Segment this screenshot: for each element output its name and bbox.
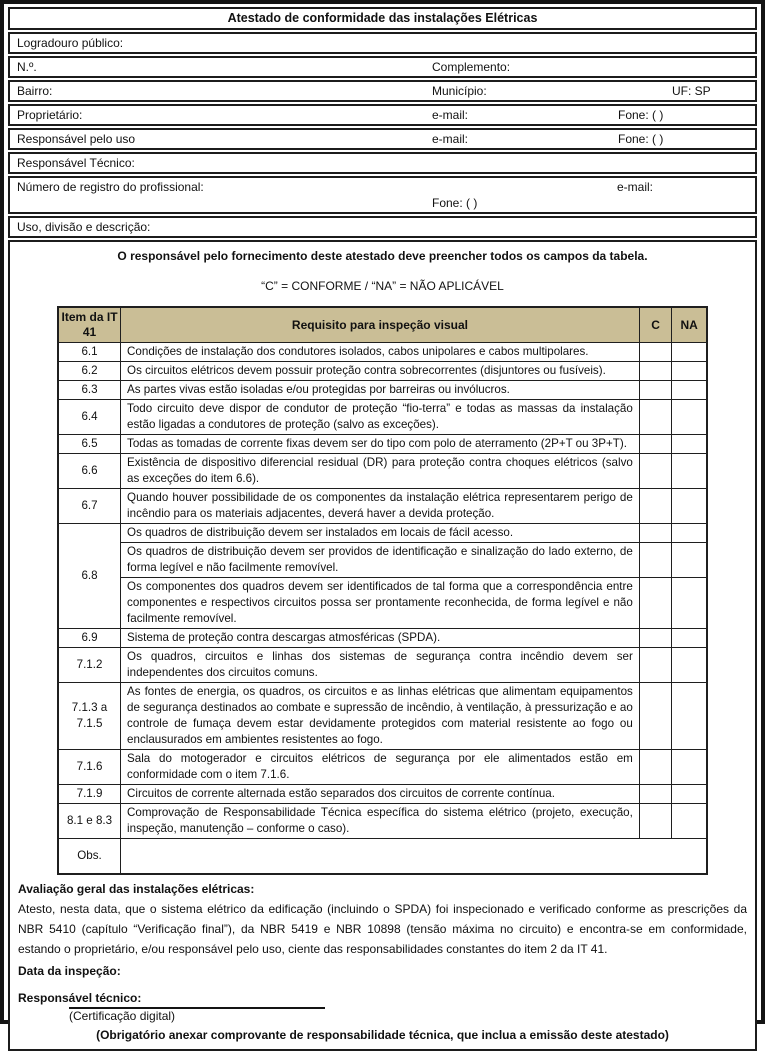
field-row-bairro bbox=[8, 80, 757, 102]
attestation-section bbox=[8, 240, 757, 1051]
item-number: 7.1.2 bbox=[58, 648, 121, 683]
responsavel-tecnico-footer-label: Responsável técnico: bbox=[18, 991, 142, 1005]
requisito-text: Os quadros de distribuição devem ser providos de identificação e sinalização do lado externo, de forma legível e não facilmente removível. bbox=[121, 543, 640, 578]
table-header-row bbox=[58, 307, 707, 343]
item-number: 6.1 bbox=[58, 343, 121, 362]
requisito-text: Sala do motogerador e circuitos elétricos de segurança por ele alimentados estão em conformidade com o item 7.1.6. bbox=[121, 750, 640, 785]
na-checkbox-cell[interactable] bbox=[672, 648, 707, 683]
numero-registro-label: Número de registro do profissional: bbox=[17, 180, 204, 194]
table-row bbox=[58, 400, 707, 435]
na-checkbox-cell[interactable] bbox=[672, 524, 707, 543]
requisito-text: Quando houver possibilidade de os componentes da instalação elétrica representarem perigo de incêndio para os materiais adjacentes, deverá haver a devida proteção. bbox=[121, 489, 640, 524]
registro-fone-label: Fone: ( ) bbox=[432, 196, 478, 210]
table-row bbox=[58, 785, 707, 804]
table-row bbox=[58, 750, 707, 785]
proprietario-label: Proprietário: bbox=[17, 108, 83, 122]
municipio-label: Município: bbox=[432, 84, 487, 98]
c-checkbox-cell[interactable] bbox=[639, 648, 672, 683]
item-number: 6.7 bbox=[58, 489, 121, 524]
complemento-label: Complemento: bbox=[432, 60, 511, 74]
c-checkbox-cell[interactable] bbox=[639, 578, 672, 629]
complemento-input[interactable] bbox=[618, 59, 648, 69]
obs-input-cell[interactable] bbox=[121, 839, 707, 875]
requisito-text: Comprovação de Responsabilidade Técnica específica do sistema elétrico (projeto, execução, inspeção, manutenção – conforme o caso). bbox=[121, 804, 640, 839]
c-checkbox-cell[interactable] bbox=[639, 400, 672, 435]
c-checkbox-cell[interactable] bbox=[639, 804, 672, 839]
item-number: 6.9 bbox=[58, 629, 121, 648]
field-row-responsavel-tecnico bbox=[8, 152, 757, 174]
item-number: 6.6 bbox=[58, 454, 121, 489]
item-number: 6.2 bbox=[58, 362, 121, 381]
responsavel-tecnico-label: Responsável Técnico: bbox=[17, 156, 135, 170]
na-checkbox-cell[interactable] bbox=[672, 343, 707, 362]
logradouro-label: Logradouro público: bbox=[17, 36, 124, 50]
numero-label: N.º. bbox=[17, 60, 37, 74]
item-number: 6.8 bbox=[58, 524, 121, 629]
c-checkbox-cell[interactable] bbox=[639, 750, 672, 785]
bairro-label: Bairro: bbox=[17, 84, 53, 98]
legend-text: “C” = CONFORME / “NA” = NÃO APLICÁVEL bbox=[261, 279, 504, 293]
table-instruction: O responsável pelo fornecimento deste atestado deve preencher todos os campos da tabela. bbox=[117, 249, 648, 263]
item-number: 7.1.6 bbox=[58, 750, 121, 785]
na-checkbox-cell[interactable] bbox=[672, 804, 707, 839]
table-row-obs bbox=[58, 839, 707, 875]
na-checkbox-cell[interactable] bbox=[672, 750, 707, 785]
c-checkbox-cell[interactable] bbox=[639, 381, 672, 400]
proprietario-email-label: e-mail: bbox=[432, 108, 469, 122]
responsavel-uso-fone-label: Fone: ( ) bbox=[618, 132, 664, 146]
na-checkbox-cell[interactable] bbox=[672, 683, 707, 750]
requisito-text: As fontes de energia, os quadros, os circuitos e as linhas elétricas que alimentam equipamentos de segurança destinados ao combate e supressão de incêndio, à ventilação, à pressurização e ao controle de fumaça devem estar devidamente protegidos com material resistente ao fogo ou enclausurados em ambientes resistentes ao fogo. bbox=[121, 683, 640, 750]
responsavel-uso-email-label: e-mail: bbox=[432, 132, 469, 146]
table-row bbox=[58, 524, 707, 543]
header-requisito: Requisito para inspeção visual bbox=[121, 307, 640, 343]
certificacao-digital-label: (Certificação digital) bbox=[69, 1009, 176, 1023]
table-row bbox=[58, 648, 707, 683]
obrigatorio-note: (Obrigatório anexar comprovante de responsabilidade técnica, que inclua a emissão deste atestado) bbox=[96, 1028, 669, 1042]
registro-email-label: e-mail: bbox=[617, 180, 654, 194]
item-number: 6.4 bbox=[58, 400, 121, 435]
page-title: Atestado de conformidade das instalações Elétricas bbox=[8, 7, 757, 30]
na-checkbox-cell[interactable] bbox=[672, 362, 707, 381]
c-checkbox-cell[interactable] bbox=[639, 489, 672, 524]
table-row bbox=[58, 343, 707, 362]
item-number: 6.5 bbox=[58, 435, 121, 454]
na-checkbox-cell[interactable] bbox=[672, 578, 707, 629]
avaliacao-paragraph: Atesto, nesta data, que o sistema elétrico da edificação (incluindo o SPDA) foi inspecionado e verificado conforme as prescrições da NBR 5410 (capítulo “Verificação final”), da NBR 5419 e NBR 10898 (tensão máxima no circuito) e encontra-se em conformidade, estando o proprietário, e/ou responsável pelo uso, ciente das responsabilidades constantes do item 2 da IT 41. bbox=[18, 902, 747, 956]
requisito-text: Os quadros, circuitos e linhas dos sistemas de segurança contra incêndio devem ser independentes dos circuitos comuns. bbox=[121, 648, 640, 683]
table-row bbox=[58, 362, 707, 381]
item-number: 6.3 bbox=[58, 381, 121, 400]
proprietario-fone-label: Fone: ( ) bbox=[618, 108, 664, 122]
c-checkbox-cell[interactable] bbox=[639, 435, 672, 454]
field-row-logradouro bbox=[8, 32, 757, 54]
requisito-text: Circuitos de corrente alternada estão separados dos circuitos de corrente contínua. bbox=[121, 785, 640, 804]
responsavel-tecnico-input[interactable] bbox=[138, 157, 168, 167]
c-checkbox-cell[interactable] bbox=[639, 343, 672, 362]
avaliacao-heading: Avaliação geral das instalações elétricas: bbox=[18, 882, 255, 896]
na-checkbox-cell[interactable] bbox=[672, 381, 707, 400]
field-row-responsavel-uso bbox=[8, 128, 757, 150]
header-item: Item da IT 41 bbox=[58, 307, 121, 343]
header-na: NA bbox=[672, 307, 707, 343]
data-inspecao-label: Data da inspeção: bbox=[18, 964, 121, 978]
signature-block bbox=[17, 1007, 748, 1043]
field-row-registro bbox=[8, 176, 757, 214]
c-checkbox-cell[interactable] bbox=[639, 785, 672, 804]
table-row bbox=[58, 435, 707, 454]
inspection-table bbox=[57, 306, 708, 875]
na-checkbox-cell[interactable] bbox=[672, 435, 707, 454]
item-number: 7.1.3 a 7.1.5 bbox=[58, 683, 121, 750]
responsavel-uso-label: Responsável pelo uso bbox=[17, 132, 136, 146]
requisito-text: Os quadros de distribuição devem ser instalados em locais de fácil acesso. bbox=[121, 524, 640, 543]
table-row bbox=[58, 683, 707, 750]
na-checkbox-cell[interactable] bbox=[672, 489, 707, 524]
table-row bbox=[58, 381, 707, 400]
field-row-proprietario bbox=[8, 104, 757, 126]
field-row-numero bbox=[8, 56, 757, 78]
requisito-text: Condições de instalação dos condutores isolados, cabos unipolares e cabos multipolares. bbox=[121, 343, 640, 362]
item-number: Obs. bbox=[58, 839, 121, 875]
na-checkbox-cell[interactable] bbox=[672, 543, 707, 578]
c-checkbox-cell[interactable] bbox=[639, 362, 672, 381]
logradouro-input[interactable] bbox=[126, 37, 156, 47]
requisito-text: Os componentes dos quadros devem ser identificados de tal forma que a correspondência entre componentes e respectivos circuitos possa ser prontamente reconhecida, de forma legível e não facilmente removível. bbox=[121, 578, 640, 629]
c-checkbox-cell[interactable] bbox=[639, 454, 672, 489]
c-checkbox-cell[interactable] bbox=[639, 524, 672, 543]
item-number: 8.1 e 8.3 bbox=[58, 804, 121, 839]
table-row bbox=[58, 489, 707, 524]
item-number: 7.1.9 bbox=[58, 785, 121, 804]
na-checkbox-cell[interactable] bbox=[672, 785, 707, 804]
table-row bbox=[58, 454, 707, 489]
uf-value: UF: SP bbox=[672, 84, 711, 98]
uso-divisao-input[interactable] bbox=[154, 221, 184, 231]
c-checkbox-cell[interactable] bbox=[639, 543, 672, 578]
na-checkbox-cell[interactable] bbox=[672, 400, 707, 435]
requisito-text: Todo circuito deve dispor de condutor de proteção “fio-terra” e todas as massas da instalação estão ligadas a condutores de proteção (salvo as exceções). bbox=[121, 400, 640, 435]
na-checkbox-cell[interactable] bbox=[672, 454, 707, 489]
table-row bbox=[58, 804, 707, 839]
requisito-text: Todas as tomadas de corrente fixas devem ser do tipo com polo de aterramento (2P+T ou 3P+T). bbox=[121, 435, 640, 454]
c-checkbox-cell[interactable] bbox=[639, 683, 672, 750]
c-checkbox-cell[interactable] bbox=[639, 629, 672, 648]
table-row bbox=[58, 578, 707, 629]
table-row bbox=[58, 629, 707, 648]
field-row-uso-divisao bbox=[8, 216, 757, 238]
requisito-text: Sistema de proteção contra descargas atmosféricas (SPDA). bbox=[121, 629, 640, 648]
requisito-text: Os circuitos elétricos devem possuir proteção contra sobrecorrentes (disjuntores ou fusíveis). bbox=[121, 362, 640, 381]
na-checkbox-cell[interactable] bbox=[672, 629, 707, 648]
uso-divisao-label: Uso, divisão e descrição: bbox=[17, 220, 151, 234]
requisito-text: Existência de dispositivo diferencial residual (DR) para proteção contra choques elétricos (salvo as exceções do item 6.6). bbox=[121, 454, 640, 489]
table-row bbox=[58, 543, 707, 578]
requisito-text: As partes vivas estão isoladas e/ou protegidas por barreiras ou invólucros. bbox=[121, 381, 640, 400]
header-c: C bbox=[639, 307, 672, 343]
